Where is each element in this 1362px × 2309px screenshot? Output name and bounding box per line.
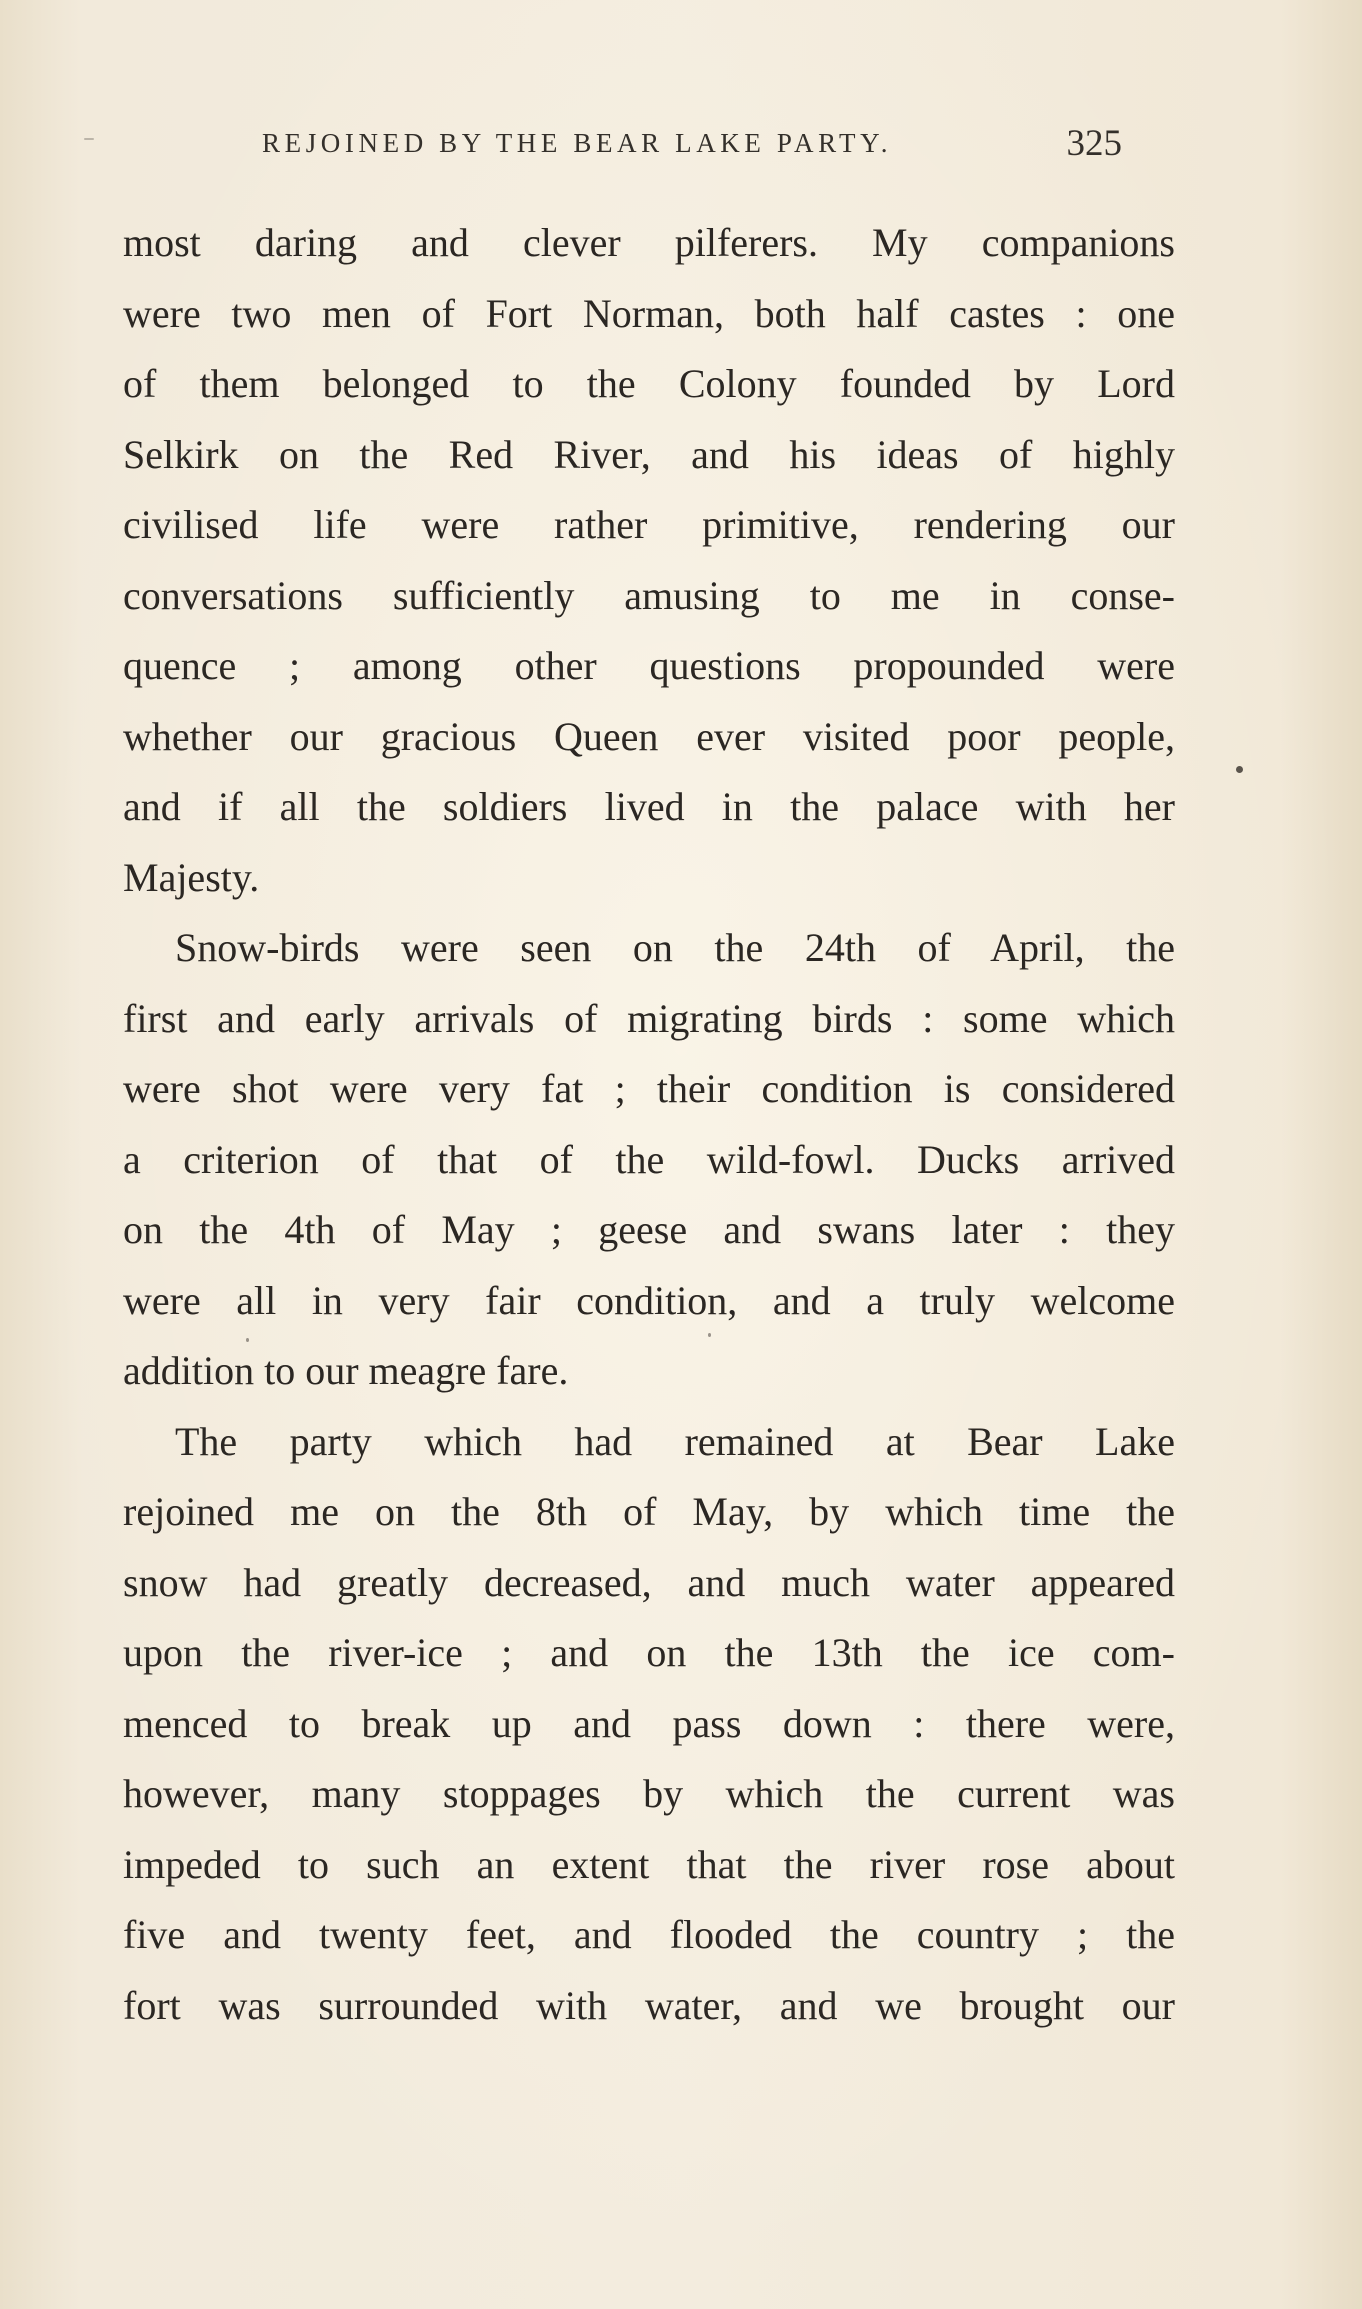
paper-speck (708, 1333, 711, 1337)
text-line: menced to break up and pass down : there were, (123, 1700, 1175, 1746)
paragraph-start-line: Snow-birds were seen on the 24th of April, the (175, 925, 1175, 970)
text-line: five and twenty feet, and flooded the country ; the (123, 1912, 1175, 1957)
text-line: a criterion of that of the wild-fowl. Ducks arrived (123, 1136, 1175, 1182)
text-line: rejoined me on the 8th of May, by which time the (123, 1489, 1175, 1534)
text-line: fort was surrounded with water, and we brought our (123, 1982, 1175, 2028)
text-line: snow had greatly decreased, and much water appeared (123, 1559, 1175, 1605)
body-text (123, 208, 1175, 2041)
text-line: first and early arrivals of migrating birds : some which (123, 995, 1175, 1041)
running-head (262, 122, 1122, 172)
paper-speck (246, 1338, 249, 1342)
paragraph-start-line: The party which had remained at Bear Lake (175, 1418, 1175, 1464)
text-line: were shot were very fat ; their condition is considered (123, 1066, 1175, 1111)
page-number: 325 (1066, 123, 1122, 164)
text-line: of them belonged to the Colony founded by Lord (123, 361, 1175, 406)
text-line: Majesty. (123, 854, 260, 900)
paper-speck (84, 138, 94, 140)
text-line: civilised life were rather primitive, rendering our (123, 502, 1175, 547)
running-head-title: REJOINED BY THE BEAR LAKE PARTY. (262, 128, 893, 158)
text-line: on the 4th of May ; geese and swans later : they (123, 1207, 1175, 1252)
text-line: however, many stoppages by which the current was (123, 1771, 1175, 1816)
text-line: upon the river-ice ; and on the 13th the ice com- (123, 1630, 1175, 1675)
text-line: addition to our meagre fare. (123, 1348, 569, 1393)
text-line: most daring and clever pilferers. My companions (123, 220, 1175, 265)
text-line: were two men of Fort Norman, both half castes : one (123, 290, 1175, 336)
paper-speck (1236, 766, 1243, 773)
text-line: conversations sufficiently amusing to me in conse- (123, 572, 1175, 618)
text-line: and if all the soldiers lived in the palace with her (123, 784, 1175, 829)
text-line: quence ; among other questions propounded were (123, 643, 1175, 688)
text-line: impeded to such an extent that the river rose about (123, 1841, 1175, 1887)
text-line: Selkirk on the Red River, and his ideas of highly (123, 431, 1175, 477)
text-line: were all in very fair condition, and a truly welcome (123, 1277, 1175, 1323)
text-line: whether our gracious Queen ever visited poor people, (123, 713, 1175, 759)
